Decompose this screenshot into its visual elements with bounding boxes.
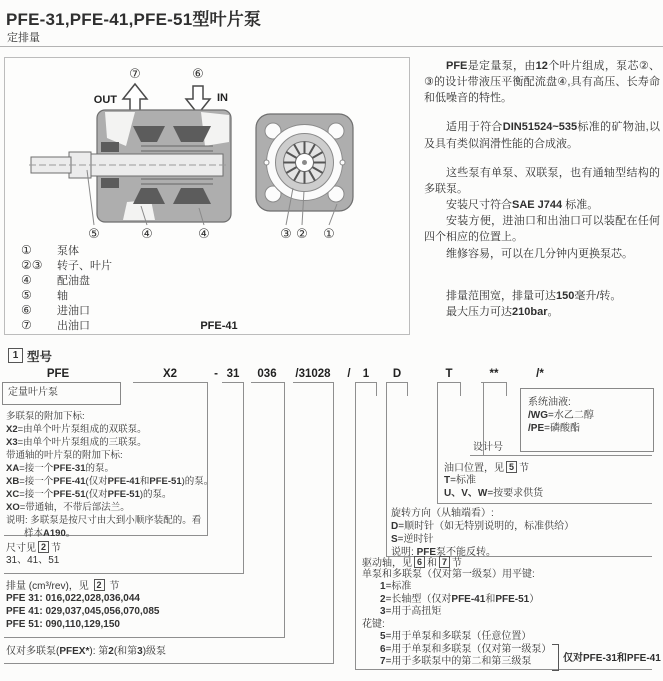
connector-line <box>284 382 285 637</box>
text-line: 排量 (cm³/rev)，见 2 节 <box>6 580 120 592</box>
legend-text: 配油盘 <box>57 275 90 287</box>
connector-line <box>4 637 285 638</box>
legend-num: ④ <box>21 273 32 287</box>
code-part-stage2: /31028 <box>295 368 331 380</box>
second-stage-block <box>6 645 166 658</box>
intro-paragraph: 维修容易，可以在几分钟内更换泵芯。 <box>446 247 633 260</box>
legend-num: ②③ <box>21 258 43 272</box>
text-line: /WG=水乙二醇 <box>528 410 594 421</box>
text-line: PFE 51: 090,110,129,150 <box>6 619 120 630</box>
brace-bracket <box>552 644 559 671</box>
displacement-block <box>6 579 159 631</box>
pump-diagram-panel <box>4 57 410 335</box>
brace-note: 仅对PFE-31和PFE-41 <box>563 653 661 664</box>
legend-text: 进油口 <box>57 305 90 317</box>
intro-paragraph: 排量范围宽，排量可达150毫升/转。 <box>446 289 622 302</box>
intro-paragraph: 这些泵有单泵、双联泵，也有通轴型结构的多联泵。 <box>424 166 660 195</box>
text-line: 1=标准 <box>380 581 412 592</box>
connector-line <box>437 382 438 503</box>
connector-line <box>470 455 652 456</box>
pump-front-view <box>256 114 353 211</box>
size-block <box>6 541 61 567</box>
code-part-rotation: D <box>392 368 402 380</box>
code-part-multi: X2 <box>162 368 178 380</box>
intro-paragraph: PFE是定量泵，由12个叶片组成，泵芯②、③的设计带液压平衡配流盘④,具有高压、长寿命和低噪音的特性。 <box>424 60 660 105</box>
multi-pump-suffix-block <box>6 410 213 540</box>
text-line: 单泵和多联泵（仅对第一级泵）用平键: <box>362 568 535 580</box>
callout-5: ⑤ <box>88 226 100 241</box>
intro-paragraph: 安装方便，进油口和出油口可以装配在任何四个相应的位置上。 <box>424 215 660 244</box>
connector-line <box>333 382 334 663</box>
text-line: 31、41、51 <box>6 555 60 566</box>
text-line: 定量叶片泵 <box>8 387 58 398</box>
page-title: PFE-31,PFE-41,PFE-51型叶片泵 <box>6 10 262 29</box>
callout-3: ③ <box>280 226 292 241</box>
design-number-label <box>473 441 503 454</box>
header-divider <box>0 46 663 47</box>
intro-text-column <box>424 58 660 320</box>
out-arrow-icon <box>123 84 147 112</box>
connector-line <box>481 382 507 383</box>
connector-line <box>355 669 652 670</box>
text-line: 样本A190。 <box>24 528 76 539</box>
code-part-ports: T <box>445 368 453 380</box>
intro-paragraph: 适用于符合DIN51524~535标准的矿物油,以及具有类似润滑性能的合成液。 <box>424 121 660 150</box>
port-position-block <box>444 461 543 500</box>
text-line: 多联泵的附加下标: <box>6 411 85 422</box>
code-part-shaft: 1 <box>362 368 370 380</box>
connector-line <box>437 503 652 504</box>
text-line: T=标准 <box>444 475 476 486</box>
section-number-box: 1 <box>8 348 23 363</box>
text-line: XO=带通轴，不带后部法兰。 <box>6 502 130 513</box>
connector-line <box>293 382 333 383</box>
connector-line <box>355 382 356 669</box>
text-line: 旋转方向（从轴端看）: <box>391 508 494 519</box>
pump-cross-section <box>29 110 231 222</box>
connector-line <box>243 382 244 573</box>
text-line: PFE 41: 029,037,045,056,070,085 <box>6 606 160 617</box>
legend-num: ⑥ <box>21 303 32 317</box>
text-line: X2=由单个叶片泵组成的双联泵。 <box>6 424 147 435</box>
page-subtitle: 定排量 <box>7 32 40 44</box>
intro-paragraph: 安装尺寸符合SAE J744 标准。 <box>446 199 599 212</box>
code-part-size: 31 <box>226 368 240 380</box>
callout-4a: ④ <box>141 226 153 241</box>
connector-line <box>376 382 377 396</box>
connector-line <box>437 382 461 383</box>
in-label: IN <box>217 92 228 104</box>
out-label: OUT <box>93 94 117 106</box>
connector-line <box>460 382 461 396</box>
callout-4b: ④ <box>198 226 210 241</box>
code-part-series: PFE <box>46 368 70 380</box>
connector-line <box>407 382 408 396</box>
text-line: 系统油液: <box>528 397 571 408</box>
legend-text: 泵体 <box>57 245 79 257</box>
callout-7: ⑦ <box>129 66 141 81</box>
diagram-caption: PFE-41 <box>200 320 238 332</box>
text-line: D=顺时针（如无特别说明的，标准供给） <box>391 521 575 532</box>
callout-1: ① <box>323 226 335 241</box>
legend-num: ⑤ <box>21 288 32 302</box>
text-line: 说明: 多联泵是按尺寸由大到小顺序装配的。看 <box>6 515 202 526</box>
code-separator-dash: - <box>214 368 218 380</box>
code-part-fluid: /* <box>536 368 544 380</box>
connector-line <box>386 382 387 556</box>
connector-line <box>355 382 377 383</box>
text-line: U、V、W=按要求供货 <box>444 488 544 499</box>
text-line: 驱动轴，见 6 和 7 节 <box>362 557 463 569</box>
text-line: 设计号 <box>473 442 503 453</box>
callout-2: ② <box>296 226 308 241</box>
drive-shaft-block <box>362 556 551 669</box>
legend-text: 转子、叶片 <box>57 260 112 272</box>
code-separator-slash: / <box>347 368 351 380</box>
diagram-legend <box>21 243 112 332</box>
text-line: 尺寸见 2 节 <box>6 542 62 554</box>
text-line: 仅对多联泵(PFEX*): 第2(和第3)级泵 <box>6 646 167 657</box>
legend-num: ① <box>21 243 32 257</box>
text-line: XB=接一个PFE-41(仅对PFE-41和PFE-51)的泵。 <box>6 476 214 487</box>
connector-line <box>222 382 244 383</box>
connector-line <box>4 663 334 664</box>
connector-line <box>386 382 408 383</box>
text-line: 3=用于高扭矩 <box>380 606 442 617</box>
connector-line <box>251 382 284 383</box>
legend-text: 轴 <box>57 290 68 302</box>
text-line: 7=用于多联泵中的第二和第三级泵 <box>380 656 532 667</box>
text-line: X3=由单个叶片泵组成的三联泵。 <box>6 437 147 448</box>
text-line: 花键: <box>362 618 385 630</box>
text-line: XA=接一个PFE-31的泵。 <box>6 463 114 474</box>
rotation-direction-block <box>391 507 574 559</box>
callout-6: ⑥ <box>192 66 204 81</box>
text-line: 6=用于单泵和多联泵（仅对第一级泵） <box>380 643 552 655</box>
text-line: /PE=磷酸酯 <box>528 423 580 434</box>
text-line: S=逆时针 <box>391 534 434 545</box>
text-line: 5=用于单泵和多联泵（任意位置） <box>380 631 532 642</box>
code-part-displacement: 036 <box>257 368 277 380</box>
connector-line <box>506 382 507 396</box>
text-line: 带通轴的叶片泵的附加下标: <box>6 450 123 461</box>
connector-line <box>133 382 207 383</box>
text-line: 说明: PFE泵不能反转。 <box>391 547 497 558</box>
series-description-box <box>2 382 121 405</box>
connector-line <box>4 573 244 574</box>
section-title: 型号 <box>27 350 53 364</box>
code-part-design: ** <box>489 368 499 380</box>
legend-text: 出油口 <box>57 320 90 332</box>
intro-paragraph: 最大压力可达210bar。 <box>446 305 559 318</box>
text-line: 2=长轴型（仅对PFE-41和PFE-51） <box>380 593 540 605</box>
pump-drawing <box>5 58 407 332</box>
text-line: 油口位置，见 5 节 <box>444 462 530 474</box>
legend-num: ⑦ <box>21 318 32 332</box>
text-line: XC=接一个PFE-51(仅对PFE-51)的泵。 <box>6 489 172 500</box>
system-fluid-box <box>520 388 654 452</box>
text-line: PFE 31: 016,022,028,036,044 <box>6 593 140 604</box>
